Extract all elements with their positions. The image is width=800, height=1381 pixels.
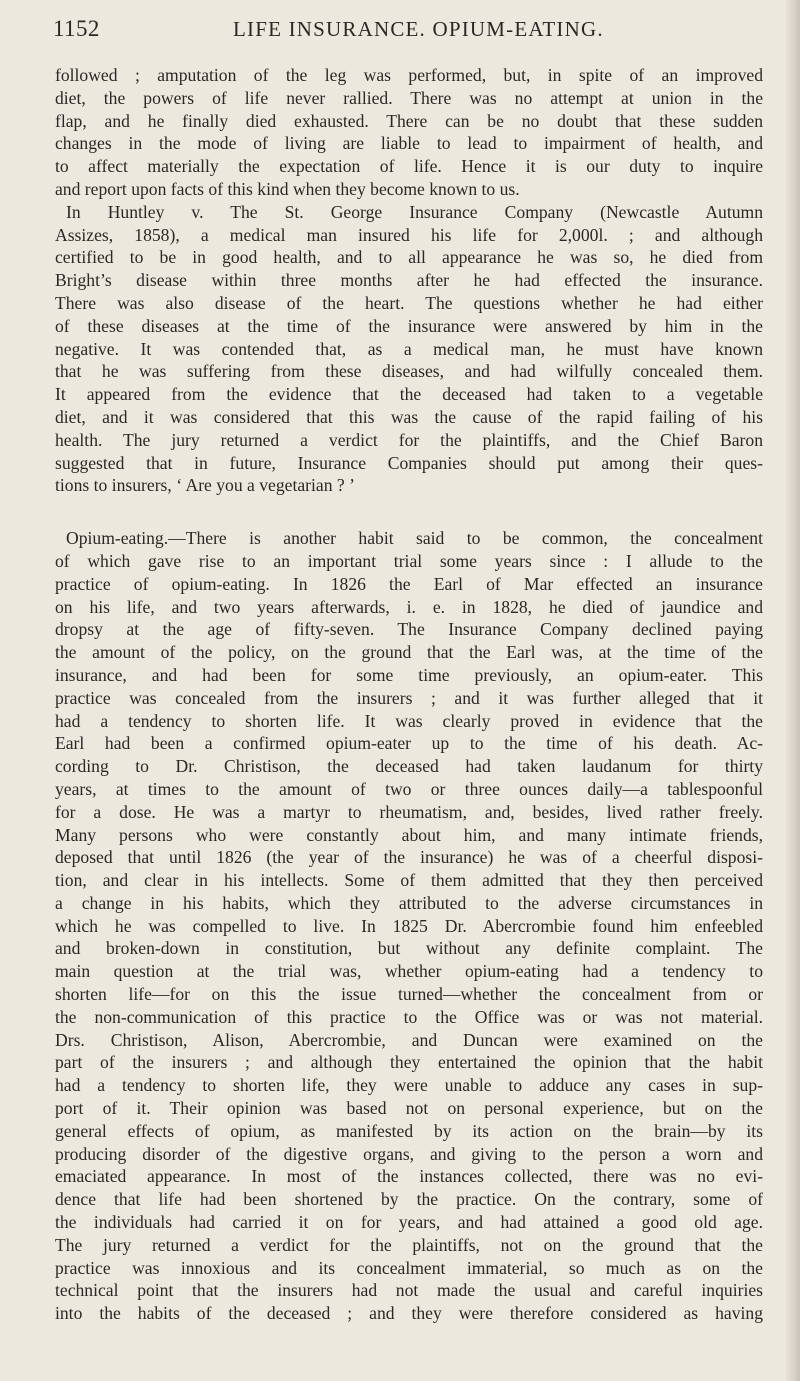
page-number: 1152: [53, 16, 100, 41]
text-line: In Huntley v. The St. George Insurance Company (Newcastle Autumn: [66, 201, 763, 222]
text-line: certified to be in good health, and to all appearance he was so, he died from: [55, 247, 763, 268]
text-line: of which gave rise to an important trial some years since : I allude to the: [55, 550, 763, 571]
text-line: the non-communication of this practice to the Office was or was not material.: [55, 1006, 763, 1027]
text-line: which he was compelled to live. In 1825 Dr. Abercrombie found him enfeebled: [55, 915, 763, 936]
text-line: that he was suffering from these diseases, and had wilfully concealed them.: [55, 361, 763, 382]
text-line: diet, the powers of life never rallied. There was no attempt at union in the: [55, 87, 763, 108]
text-line: had a tendency to shorten life. It was clearly proved in evidence that the: [55, 710, 763, 731]
text-line: for a dose. He was a martyr to rheumatism, and, besides, lived rather freely.: [55, 801, 763, 822]
text-line: deposed that until 1826 (the year of the insurance) he was of a cheerful disposi-: [55, 847, 763, 868]
text-line: Drs. Christison, Alison, Abercrombie, and Duncan were examined on the: [55, 1029, 763, 1050]
text-line: practice was concealed from the insurers ; and it was further alleged that it: [55, 687, 763, 708]
text-line: main question at the trial was, whether opium-eating had a tendency to: [55, 961, 763, 982]
text-line: cording to Dr. Christison, the deceased had taken laudanum for thirty: [55, 756, 763, 777]
text-line: negative. It was contended that, as a medical man, he must have known: [55, 338, 763, 359]
running-title: LIFE INSURANCE. OPIUM-EATING.: [233, 17, 604, 41]
text-line: Bright’s disease within three months after he had effected the insurance.: [55, 270, 763, 291]
text-line: Opium-eating.—There is another habit said to be common, the concealment: [66, 528, 763, 549]
text-line: producing disorder of the digestive organs, and giving to the person a worn and: [55, 1143, 763, 1164]
text-line: followed ; amputation of the leg was performed, but, in spite of an improved: [55, 65, 763, 85]
text-line: changes in the mode of living are liable to lead to impairment of health, and: [55, 133, 763, 154]
text-line: of these diseases at the time of the insurance were answered by him in the: [55, 315, 763, 336]
text-line: a change in his habits, which they attributed to the adverse circumstances in: [55, 892, 763, 913]
text-line: shorten life—for on this the issue turned—whether the concealment from or: [55, 984, 763, 1005]
text-line: Assizes, 1858), a medical man insured his life for 2,000l. ; and although: [55, 224, 763, 245]
text-line: on his life, and two years afterwards, i. e. in 1828, he died of jaundice and: [55, 596, 763, 617]
text-line: general effects of opium, as manifested by its action on the brain—by its: [55, 1120, 763, 1141]
text-line: port of it. Their opinion was based not on personal experience, but on the: [55, 1098, 763, 1119]
text-line: practice of opium-eating. In 1826 the Earl of Mar effected an insurance: [55, 573, 763, 594]
text-line: emaciated appearance. In most of the instances collected, there was no evi-: [55, 1166, 763, 1187]
paragraph-opium-eating: [55, 527, 763, 1325]
text-line: the individuals had carried it on for years, and had attained a good old age.: [55, 1212, 763, 1233]
text-line: insurance, and had been for some time previously, an opium-eater. This: [55, 664, 763, 685]
text-line: suggested that in future, Insurance Companies should put among their ques-: [55, 452, 763, 473]
body-text: [55, 64, 763, 1325]
text-line: The jury returned a verdict for the plaintiffs, not on the ground that the: [55, 1234, 763, 1255]
page-edge-shadow: [786, 0, 800, 1381]
text-line: to affect materially the expectation of life. Hence it is our duty to inquire: [55, 156, 763, 177]
text-line: the amount of the policy, on the ground that the Earl was, at the time of the: [55, 642, 763, 663]
text-line: diet, and it was considered that this was the cause of the rapid failing of his: [55, 406, 763, 427]
text-line: Earl had been a confirmed opium-eater up to the time of his death. Ac-: [55, 733, 763, 754]
text-line: dropsy at the age of fifty-seven. The Insurance Company declined paying: [55, 619, 763, 640]
text-line: There was also disease of the heart. The questions whether he had either: [55, 292, 763, 313]
text-line: part of the insurers ; and although they entertained the opinion that the habit: [55, 1052, 763, 1073]
text-line: It appeared from the evidence that the deceased had taken to a vegetable: [55, 384, 763, 405]
text-line: and report upon facts of this kind when they become known to us.: [55, 178, 520, 199]
paragraph-huntley: [55, 201, 763, 497]
text-line: technical point that the insurers had not made the usual and careful inquiries: [55, 1280, 763, 1301]
text-line: flap, and he finally died exhausted. There can be no doubt that these sudden: [55, 110, 763, 131]
running-header: [53, 16, 753, 50]
text-line: health. The jury returned a verdict for the plaintiffs, and the Chief Baron: [55, 429, 763, 450]
text-line: tion, and clear in his intellects. Some of them admitted that they then perceived: [55, 870, 763, 891]
text-line: into the habits of the deceased ; and they were therefore considered as having: [55, 1303, 763, 1324]
paragraph-gap: [55, 497, 763, 527]
text-line: tions to insurers, ‘ Are you a vegetarian ? ’: [55, 475, 355, 496]
paragraph-amputation: [55, 64, 763, 201]
text-line: had a tendency to shorten life, they were unable to adduce any cases in sup-: [55, 1075, 763, 1096]
text-line: years, at times to the amount of two or three ounces daily—a tablespoonful: [55, 778, 763, 799]
text-line: Many persons who were constantly about him, and many intimate friends,: [55, 824, 763, 845]
text-line: dence that life had been shortened by the practice. On the contrary, some of: [55, 1189, 763, 1210]
text-line: and broken-down in constitution, but without any definite complaint. The: [55, 938, 763, 959]
text-line: practice was innoxious and its concealment immaterial, so much as on the: [55, 1257, 763, 1278]
